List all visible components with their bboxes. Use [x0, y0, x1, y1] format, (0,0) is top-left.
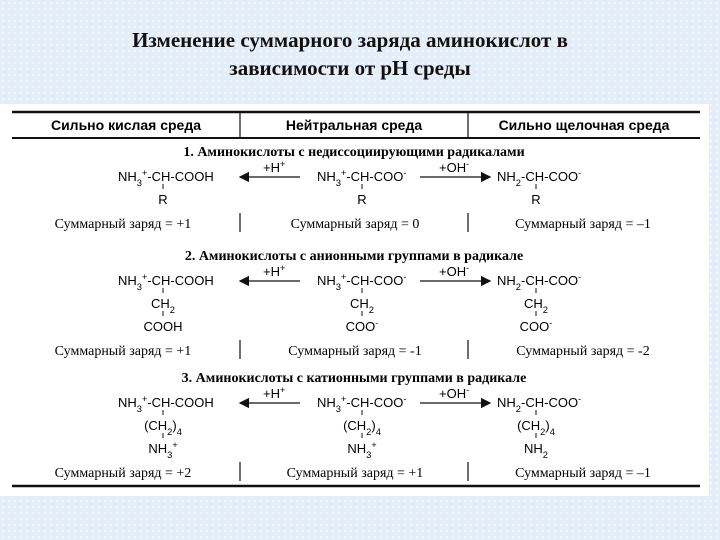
- net-charge-label: Суммарный заряд = +1: [54, 217, 192, 232]
- amino-acid-charge-table: [0, 104, 709, 496]
- section-title: 2. Аминокислоты с анионными группами в радикале: [184, 249, 524, 264]
- formula-main: $NH_2-CH-COO^-$: [497, 168, 582, 188]
- reagent-acid-label: +H+: [263, 159, 286, 175]
- formula-main: $NH_3^+-CH-COO^-$: [317, 394, 407, 414]
- section-title: 1. Аминокислоты с недиссоциирующими радикалами: [183, 145, 525, 160]
- formula-main: $NH_3^+-CH-COO^-$: [317, 168, 407, 188]
- net-charge-label: Суммарный заряд = –1: [515, 217, 651, 232]
- side-chain-group: COO-: [345, 318, 379, 334]
- formula-main: $NH_2-CH-COO^-$: [497, 394, 582, 414]
- header-neutral: Нейтральная среда: [285, 117, 423, 133]
- net-charge-label: Суммарный заряд = +2: [54, 466, 192, 481]
- reagent-acid-label: +H+: [263, 385, 286, 401]
- side-chain-group: COO-: [519, 318, 553, 334]
- section-title: 3. Аминокислоты с катионными группами в радикале: [181, 371, 527, 386]
- formula-main: $NH_3^+-CH$-COOH: [118, 272, 214, 292]
- side-chain-group: $NH_3^+$: [148, 440, 178, 460]
- slide-title: [0, 26, 700, 82]
- side-chain-group: $CH_2$: [151, 296, 175, 315]
- net-charge-label: Суммарный заряд = +1: [286, 466, 424, 481]
- header-acidic: Сильно кислая среда: [50, 117, 202, 133]
- reagent-base-label: +OH-: [439, 159, 470, 175]
- title-line-2: зависимости от pH среды: [229, 56, 471, 80]
- net-charge-label: Суммарный заряд = -1: [288, 344, 422, 359]
- reagent-acid-label: +H+: [263, 263, 286, 279]
- table-panel: [0, 104, 709, 496]
- reagent-base-label: +OH-: [439, 263, 470, 279]
- side-chain-group: $NH_2$: [524, 441, 548, 460]
- formula-main: $NH_3^+-CH-COO^-$: [317, 272, 407, 292]
- net-charge-label: Суммарный заряд = 0: [290, 217, 420, 232]
- net-charge-label: Суммарный заряд = +1: [54, 344, 192, 359]
- side-chain-group: R: [531, 192, 541, 207]
- side-chain-group: $CH_2$: [524, 296, 548, 315]
- title-line-1: Изменение суммарного заряда аминокислот в: [132, 28, 568, 52]
- formula-main: $NH_3^+-CH$-COOH: [118, 168, 214, 188]
- side-chain-group: $(CH_2)_4$: [517, 418, 555, 437]
- formula-main: $NH_2-CH-COO^-$: [497, 272, 582, 292]
- reagent-base-label: +OH-: [439, 385, 470, 401]
- side-chain-group: $(CH_2)_4$: [343, 418, 381, 437]
- header-alkaline: Сильно щелочная среда: [498, 117, 670, 133]
- side-chain-group: $CH_2$: [350, 296, 374, 315]
- side-chain-group: $NH_3^+$: [347, 440, 377, 460]
- net-charge-label: Суммарный заряд = –1: [515, 466, 651, 481]
- net-charge-label: Суммарный заряд = -2: [516, 344, 650, 359]
- side-chain-group: COOH: [143, 319, 183, 334]
- side-chain-group: R: [158, 192, 168, 207]
- side-chain-group: R: [357, 192, 367, 207]
- formula-main: $NH_3^+-CH$-COOH: [118, 394, 214, 414]
- side-chain-group: $(CH_2)_4$: [144, 418, 182, 437]
